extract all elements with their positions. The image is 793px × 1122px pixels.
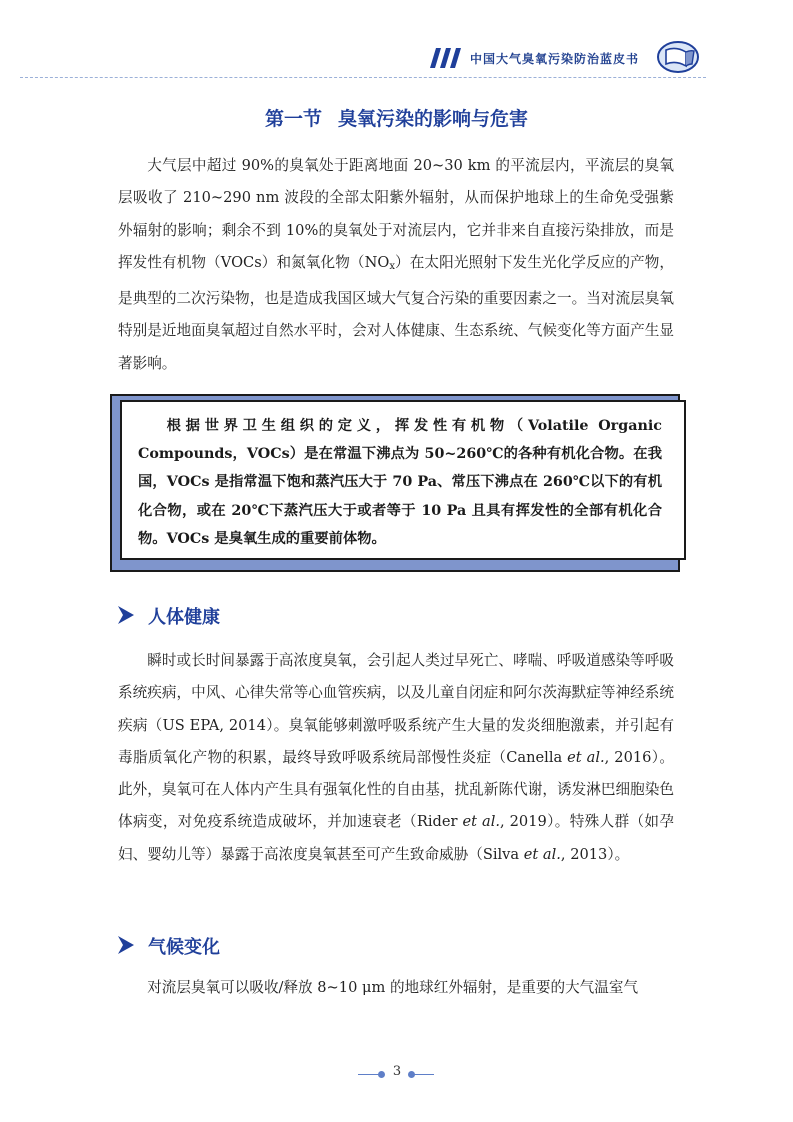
health-text-1: 瞬时或长时间暴露于高浓度臭氧，会引起人类过早死亡、哮喘、呼吸道感染等呼吸系统疾病，中风、心律失常等心血管疾病，以及儿童自闭症和阿尔茨海默症等神经系统疾病（US EPA, 2014）。臭氧能够刺激呼吸系统产生大量的发炎细胞激素，并引起有毒脂质氧化产物的积累，最终导致呼吸系统局部慢性炎症（Canella — [118, 652, 674, 766]
health-text-2: , 2016）。此外，臭氧可在人体内产生具有强氧化性的自由基，扰乱新陈代谢，诱发淋巴细胞染色体病变，对免疫系统造成破坏，并加速衰老（Rider — [118, 748, 674, 831]
chevron-right-icon — [118, 606, 134, 624]
health-heading-label: 人体健康 — [148, 607, 220, 628]
page-number: 3 — [392, 1064, 402, 1079]
header-rule — [20, 77, 706, 78]
health-text-4: , 2013）。 — [560, 845, 630, 863]
footer-dot-left — [378, 1071, 385, 1078]
page-header — [0, 38, 793, 78]
book-logo-icon — [656, 40, 700, 74]
climate-heading-label: 气候变化 — [148, 937, 220, 958]
slash-stripes-icon — [430, 48, 464, 68]
section-title-text: 臭氧污染的影响与危害 — [338, 108, 529, 130]
intro-paragraph — [118, 150, 674, 380]
intro-text-1: 大气层中超过 90%的臭氧处于距离地面 20~30 km 的平流层内，平流层的臭氧层吸收了 210~290 nm 波段的全部太阳紫外辐射，从而保护地球上的生命免受强紫外辐射的影响；剩余不到 10%的臭氧处于对流层内，它并非来自直接污染排放，而是挥发性有机物（VOCs）和氮氧化物（NO — [118, 157, 674, 271]
health-etal-2: et al. — [462, 813, 500, 831]
health-etal-3: et al. — [523, 845, 561, 863]
intro-text-2: ）在太阳光照射下发生光化学反应的产物，是典型的二次污染物，也是造成我国区域大气复合污染的重要因素之一。当对流层臭氧特别是近地面臭氧超过自然水平时，会对人体健康、生态系统、气候变化等方面产生显著影响。 — [118, 253, 674, 372]
section-title — [0, 104, 793, 131]
section-number: 第一节 — [264, 108, 322, 130]
health-etal-1: et al. — [567, 748, 605, 766]
nox-subscript: x — [389, 260, 395, 272]
climate-paragraph: 对流层臭氧可以吸收/释放 8~10 μm 的地球红外辐射，是重要的大气温室气 — [147, 979, 639, 996]
definition-text: 根据世界卫生组织的定义，挥发性有机物（Volatile Organic Compounds，VOCs）是在常温下沸点为 50~260℃的各种有机化合物。在我国，VOCs 是指常温下饱和蒸汽压大于 70 Pa、常压下沸点在 260℃以下的有机化合物，或在 20℃下蒸汽压大于或者等于 10 Pa 且具有挥发性的全部有机化合物。VOCs 是臭氧生成的重要前体物。 — [138, 418, 662, 547]
definition-box — [120, 400, 686, 560]
page-footer — [0, 1064, 793, 1084]
health-text-3: , 2019）。特殊人群（如孕妇、婴幼儿等）暴露于高浓度臭氧甚至可产生致命威胁（Silva — [118, 813, 674, 863]
footer-line-right — [410, 1074, 434, 1075]
chevron-right-icon — [118, 936, 134, 954]
series-title: 中国大气臭氧污染防治蓝皮书 — [470, 52, 640, 66]
health-paragraph — [118, 645, 674, 871]
